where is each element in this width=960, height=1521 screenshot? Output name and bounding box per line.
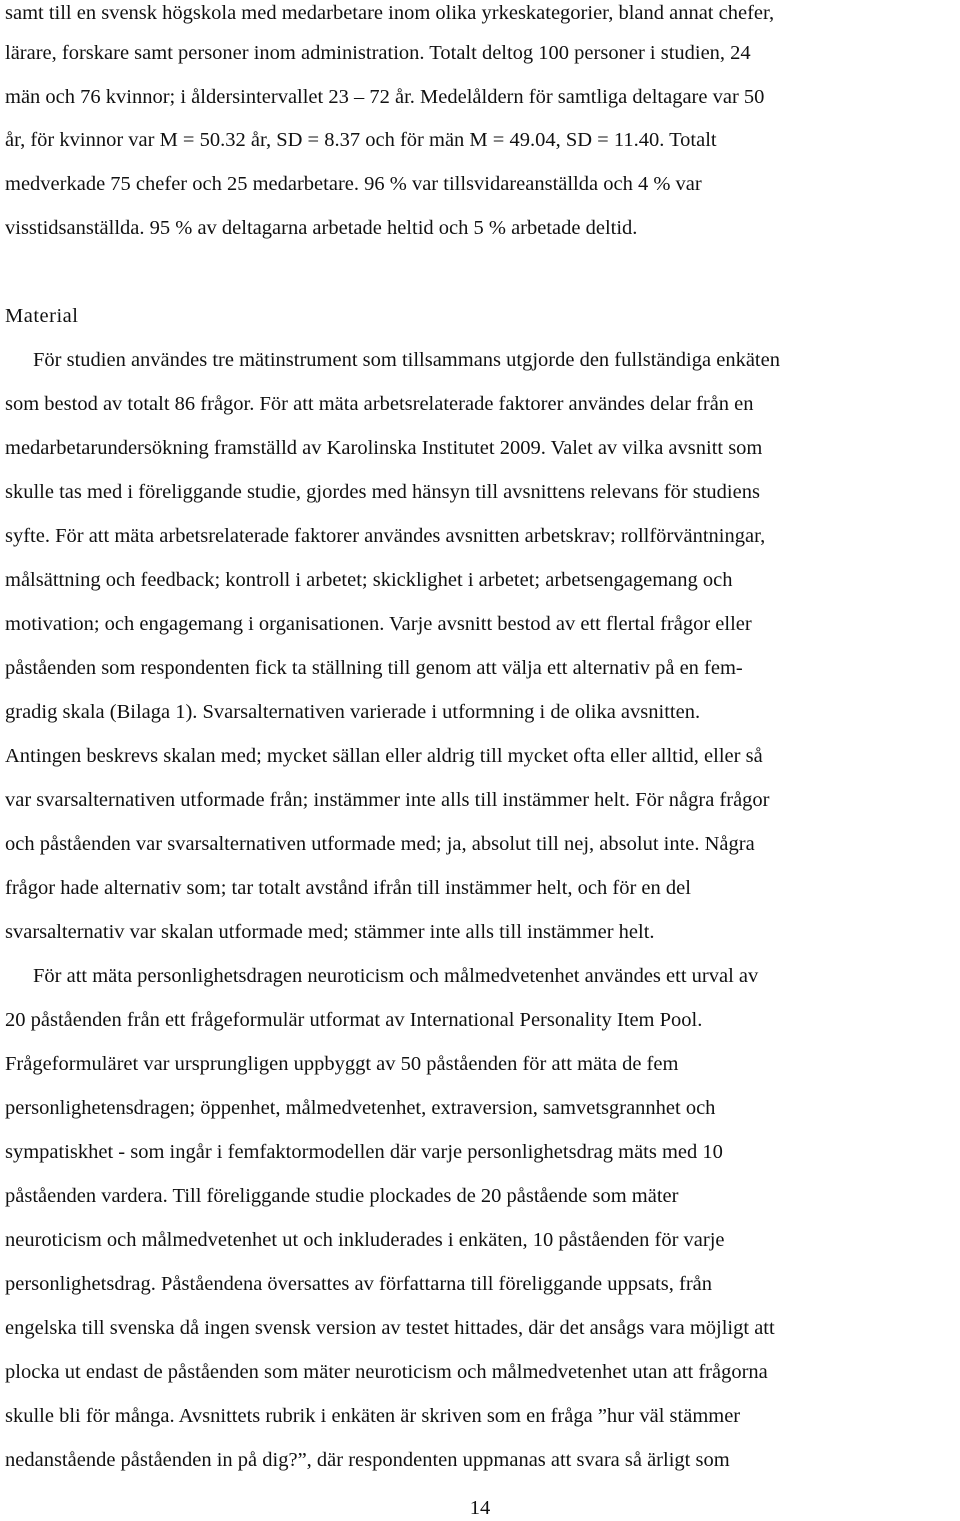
section-heading: Material <box>5 305 79 327</box>
text-line: lärare, forskare samt personer inom administration. Totalt deltog 100 personer i studien, 24 <box>5 42 751 64</box>
text-line: nedanstående påståenden in på dig?”, där respondenten uppmanas att svara så ärligt som <box>5 1449 730 1471</box>
text-line: personlighetsdrag. Påståendena översattes av författarna till föreliggande uppsats, från <box>5 1273 712 1295</box>
text-line: år, för kvinnor var M = 50.32 år, SD = 8.37 och för män M = 49.04, SD = 11.40. Totalt <box>5 129 717 151</box>
text-line: personlighetensdragen; öppenhet, målmedvetenhet, extraversion, samvetsgrannhet och <box>5 1097 716 1119</box>
text-line: samt till en svensk högskola med medarbetare inom olika yrkeskategorier, bland annat chefer, <box>5 2 775 24</box>
text-line: Frågeformuläret var ursprungligen uppbyggt av 50 påståenden för att mäta de fem <box>5 1053 679 1075</box>
text-line: skulle bli för många. Avsnittets rubrik i enkäten är skriven som en fråga ”hur väl stämmer <box>5 1405 741 1427</box>
text-line: och påståenden var svarsalternativen utformade med; ja, absolut till nej, absolut inte. Några <box>5 833 755 855</box>
text-line: sympatiskhet - som ingår i femfaktormodellen där varje personlighetsdrag mäts med 10 <box>5 1141 723 1163</box>
text-line: syfte. För att mäta arbetsrelaterade faktorer användes avsnitten arbetskrav; rollförväntningar, <box>5 525 766 547</box>
text-line: gradig skala (Bilaga 1). Svarsalternativen varierade i utformning i de olika avsnitten. <box>5 701 701 723</box>
text-line: svarsalternativ var skalan utformade med; stämmer inte alls till instämmer helt. <box>5 921 655 943</box>
text-line: medarbetarundersökning framställd av Karolinska Institutet 2009. Valet av vilka avsnitt som <box>5 437 763 459</box>
text-line: 20 påståenden från ett frågeformulär utformat av International Personality Item Pool. <box>5 1009 703 1031</box>
text-line: För att mäta personlighetsdragen neuroticism och målmedvetenhet användes ett urval av <box>33 965 759 987</box>
text-line: plocka ut endast de påståenden som mäter neuroticism och målmedvetenhet utan att frågorna <box>5 1361 768 1383</box>
text-line: medverkade 75 chefer och 25 medarbetare. 96 % var tillsvidareanställda och 4 % var <box>5 173 702 195</box>
text-line: Antingen beskrevs skalan med; mycket sällan eller aldrig till mycket ofta eller alltid, eller så <box>5 745 763 767</box>
text-line: män och 76 kvinnor; i åldersintervallet 23 – 72 år. Medelåldern för samtliga deltagare var 50 <box>5 86 765 108</box>
text-line: För studien användes tre mätinstrument som tillsammans utgjorde den fullständiga enkäten <box>33 349 780 371</box>
text-line: frågor hade alternativ som; tar totalt avstånd ifrån till instämmer helt, och för en del <box>5 877 691 899</box>
text-line: engelska till svenska då ingen svensk version av testet hittades, där det ansågs vara möjligt att <box>5 1317 775 1339</box>
text-line: neuroticism och målmedvetenhet ut och inkluderades i enkäten, 10 påståenden för varje <box>5 1229 725 1251</box>
page-number: 14 <box>469 1497 491 1519</box>
text-line: visstidsanställda. 95 % av deltagarna arbetade heltid och 5 % arbetade deltid. <box>5 217 638 239</box>
text-line: skulle tas med i föreliggande studie, gjordes med hänsyn till avsnittens relevans för studiens <box>5 481 760 503</box>
text-line: påståenden vardera. Till föreliggande studie plockades de 20 påstående som mäter <box>5 1185 679 1207</box>
text-line: som bestod av totalt 86 frågor. För att mäta arbetsrelaterade faktorer användes delar från en <box>5 393 754 415</box>
text-line: målsättning och feedback; kontroll i arbetet; skicklighet i arbetet; arbetsengagemang och <box>5 569 733 591</box>
text-line: påståenden som respondenten fick ta ställning till genom att välja ett alternativ på en fem- <box>5 657 743 679</box>
text-line: motivation; och engagemang i organisationen. Varje avsnitt bestod av ett flertal frågor eller <box>5 613 752 635</box>
text-line: var svarsalternativen utformade från; instämmer inte alls till instämmer helt. För några frågor <box>5 789 770 811</box>
